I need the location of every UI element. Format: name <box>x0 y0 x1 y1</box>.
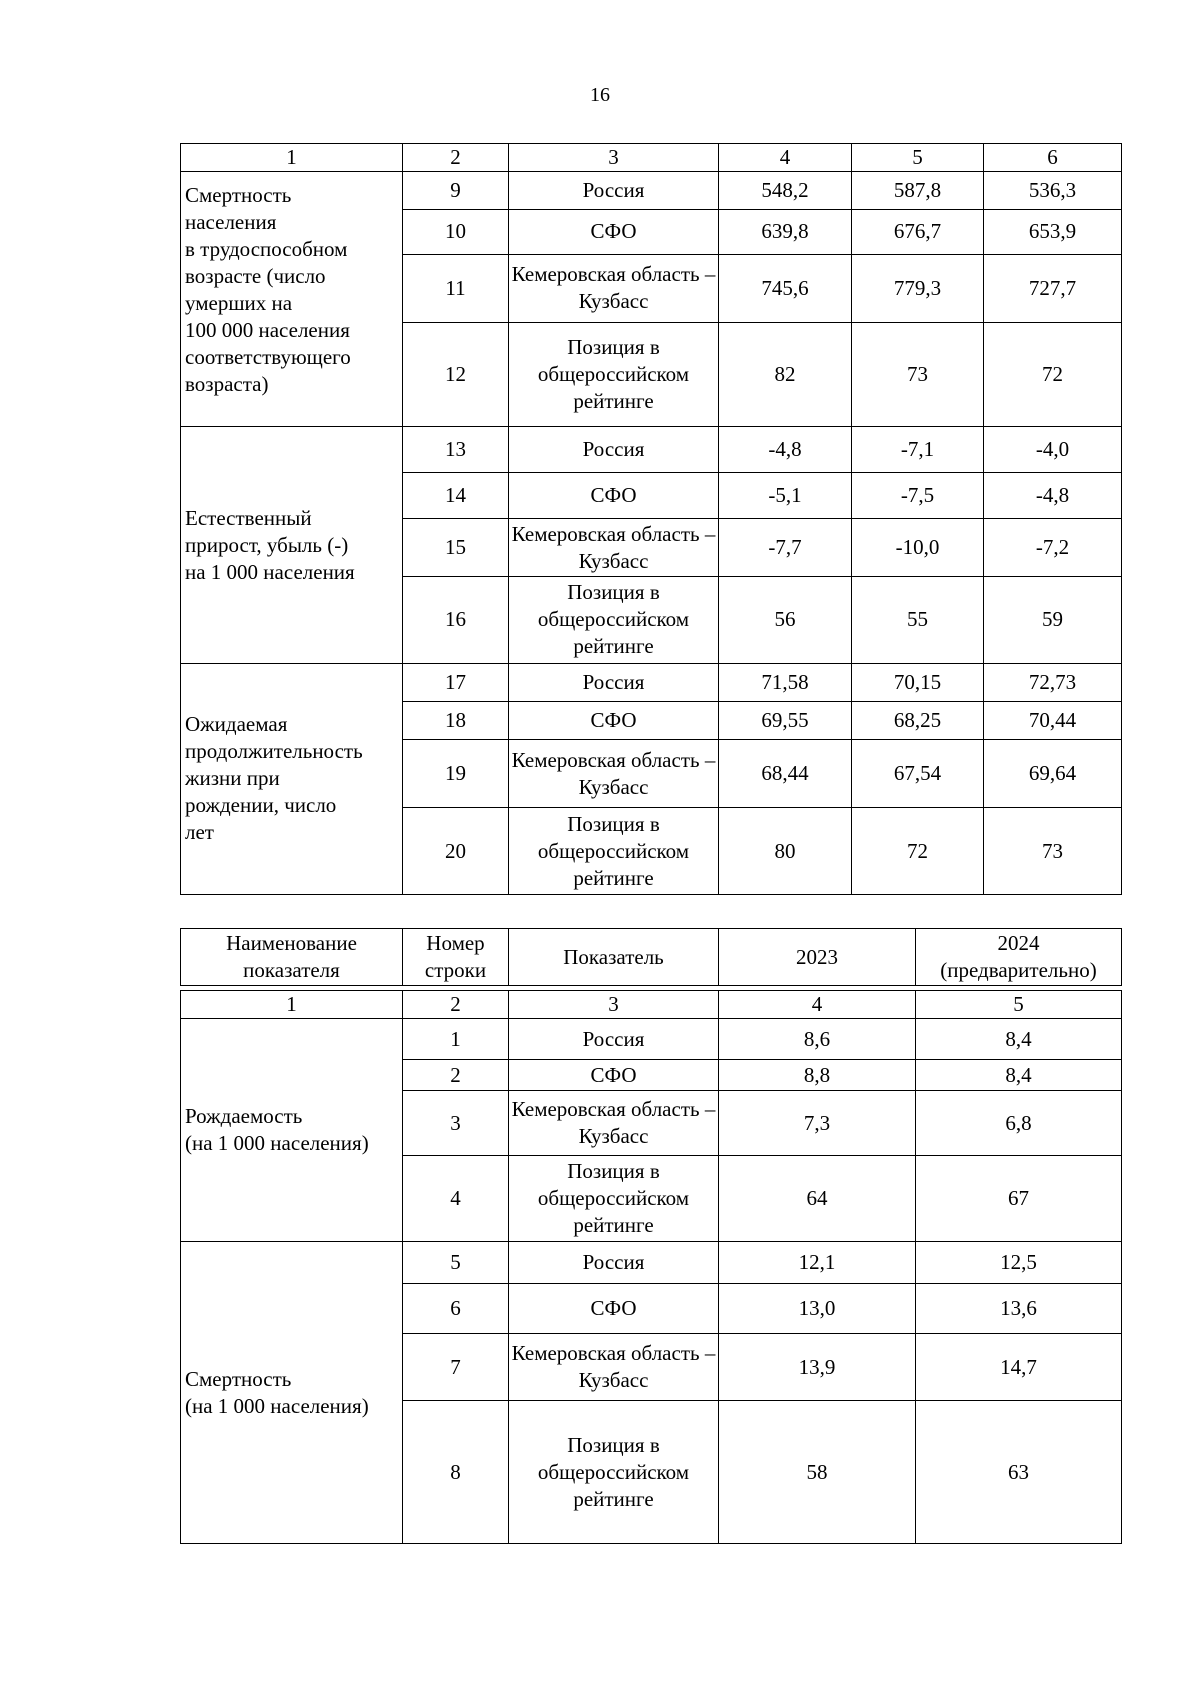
value-cell: 69,64 <box>984 740 1122 808</box>
indicator: СФО <box>509 1059 719 1090</box>
header-indicator-name: Наименование показателя <box>181 929 403 986</box>
group-name-line: возраста) <box>185 372 269 397</box>
row-number: 10 <box>403 210 509 254</box>
value-cell: 13,6 <box>916 1283 1122 1334</box>
column-number: 2 <box>403 991 509 1019</box>
table-header <box>180 928 1122 986</box>
indicator: Кемеровская область – Кузбасс <box>509 1091 719 1156</box>
group-name-line: Смертность <box>185 1366 292 1391</box>
indicator: Кемеровская область – Кузбасс <box>509 518 719 576</box>
group-name-line: соответствующего <box>185 345 351 370</box>
value-cell: 12,1 <box>719 1242 916 1284</box>
indicator-group-name <box>181 172 403 427</box>
row-number: 19 <box>403 740 509 808</box>
row-number: 17 <box>403 663 509 701</box>
indicator: СФО <box>509 472 719 518</box>
indicator: Россия <box>509 1242 719 1284</box>
indicator-group-name <box>181 1242 403 1544</box>
value-cell: -7,5 <box>852 472 984 518</box>
value-cell: 64 <box>719 1156 916 1242</box>
value-cell: 70,44 <box>984 701 1122 739</box>
indicator: Кемеровская область – Кузбасс <box>509 254 719 322</box>
value-cell: 63 <box>916 1401 1122 1544</box>
table-continuation <box>180 143 1122 895</box>
row-number: 20 <box>403 808 509 895</box>
indicator: Россия <box>509 427 719 472</box>
row-number: 2 <box>403 1059 509 1090</box>
indicator-group-name <box>181 1019 403 1242</box>
value-cell: 73 <box>852 322 984 427</box>
indicator: Кемеровская область – Кузбасс <box>509 1334 719 1401</box>
value-cell: 69,55 <box>719 701 852 739</box>
table-row <box>181 172 1122 210</box>
table-row <box>181 427 1122 472</box>
indicator-group-name <box>181 427 403 663</box>
group-name-line: жизни при <box>185 766 280 791</box>
value-cell: 80 <box>719 808 852 895</box>
row-number: 3 <box>403 1091 509 1156</box>
value-cell: 653,9 <box>984 210 1122 254</box>
row-number: 5 <box>403 1242 509 1284</box>
value-cell: 13,0 <box>719 1283 916 1334</box>
value-cell: 727,7 <box>984 254 1122 322</box>
header-year-2023: 2023 <box>719 929 916 986</box>
indicator: Кемеровская область – Кузбасс <box>509 740 719 808</box>
value-cell: 72 <box>984 322 1122 427</box>
row-number: 14 <box>403 472 509 518</box>
value-cell: 13,9 <box>719 1334 916 1401</box>
indicator: Россия <box>509 172 719 210</box>
value-cell: 56 <box>719 577 852 663</box>
indicator: Россия <box>509 1019 719 1060</box>
indicator: Россия <box>509 663 719 701</box>
group-name-line: Ожидаемая <box>185 712 288 737</box>
column-number: 1 <box>181 144 403 172</box>
row-number: 16 <box>403 577 509 663</box>
value-cell: -5,1 <box>719 472 852 518</box>
value-cell: 70,15 <box>852 663 984 701</box>
header-indicator: Показатель <box>509 929 719 986</box>
indicator: СФО <box>509 701 719 739</box>
value-cell: 639,8 <box>719 210 852 254</box>
group-name-line: в трудоспособном <box>185 237 348 262</box>
value-cell: 73 <box>984 808 1122 895</box>
value-cell: 68,25 <box>852 701 984 739</box>
indicator: СФО <box>509 210 719 254</box>
value-cell: 536,3 <box>984 172 1122 210</box>
indicator: Позиция в общероссийском рейтинге <box>509 1401 719 1544</box>
indicator: СФО <box>509 1283 719 1334</box>
value-cell: 55 <box>852 577 984 663</box>
value-cell: -4,0 <box>984 427 1122 472</box>
row-number: 18 <box>403 701 509 739</box>
column-number: 5 <box>852 144 984 172</box>
group-name-line: рождении, число <box>185 793 337 818</box>
value-cell: 8,8 <box>719 1059 916 1090</box>
column-number: 4 <box>719 144 852 172</box>
header-year-2024: 2024 (предварительно) <box>916 929 1122 986</box>
table-row <box>181 663 1122 701</box>
row-number: 15 <box>403 518 509 576</box>
value-cell: -4,8 <box>984 472 1122 518</box>
value-cell: 587,8 <box>852 172 984 210</box>
value-cell: 59 <box>984 577 1122 663</box>
value-cell: 68,44 <box>719 740 852 808</box>
row-number: 12 <box>403 322 509 427</box>
row-number: 6 <box>403 1283 509 1334</box>
value-cell: 58 <box>719 1401 916 1544</box>
group-name-line: на 1 000 населения <box>185 559 355 584</box>
column-number: 3 <box>509 144 719 172</box>
row-number: 13 <box>403 427 509 472</box>
group-name-line: (на 1 000 населения) <box>185 1131 369 1156</box>
row-number: 1 <box>403 1019 509 1060</box>
group-name-line: населения <box>185 210 277 235</box>
value-cell: 548,2 <box>719 172 852 210</box>
value-cell: 8,6 <box>719 1019 916 1060</box>
column-number: 3 <box>509 991 719 1019</box>
group-name-line: 100 000 населения <box>185 318 350 343</box>
value-cell: 67,54 <box>852 740 984 808</box>
group-name-line: Рождаемость <box>185 1104 303 1129</box>
value-cell: 7,3 <box>719 1091 916 1156</box>
value-cell: -4,8 <box>719 427 852 472</box>
page-number: 16 <box>590 84 610 106</box>
group-name-line: лет <box>185 820 214 845</box>
value-cell: 67 <box>916 1156 1122 1242</box>
value-cell: 72 <box>852 808 984 895</box>
column-number: 2 <box>403 144 509 172</box>
indicator: Позиция в общероссийском рейтинге <box>509 577 719 663</box>
group-name-line: возрасте (число <box>185 264 326 289</box>
value-cell: 14,7 <box>916 1334 1122 1401</box>
value-cell: 745,6 <box>719 254 852 322</box>
row-number: 7 <box>403 1334 509 1401</box>
row-number: 4 <box>403 1156 509 1242</box>
group-name-line: Естественный <box>185 505 312 530</box>
group-name-line: прирост, убыль (-) <box>185 532 349 557</box>
value-cell: -7,7 <box>719 518 852 576</box>
row-number: 11 <box>403 254 509 322</box>
value-cell: 779,3 <box>852 254 984 322</box>
value-cell: 12,5 <box>916 1242 1122 1284</box>
indicator: Позиция в общероссийском рейтинге <box>509 808 719 895</box>
value-cell: 82 <box>719 322 852 427</box>
value-cell: 8,4 <box>916 1059 1122 1090</box>
value-cell: 72,73 <box>984 663 1122 701</box>
table-demographics <box>180 990 1122 1544</box>
table-row <box>181 1242 1122 1284</box>
value-cell: -7,1 <box>852 427 984 472</box>
value-cell: -10,0 <box>852 518 984 576</box>
column-number-row <box>181 144 1122 172</box>
value-cell: 676,7 <box>852 210 984 254</box>
value-cell: -7,2 <box>984 518 1122 576</box>
column-number: 5 <box>916 991 1122 1019</box>
column-number: 4 <box>719 991 916 1019</box>
indicator: Позиция в общероссийском рейтинге <box>509 1156 719 1242</box>
column-number-row <box>181 991 1122 1019</box>
group-name-line: Смертность <box>185 183 292 208</box>
row-number: 9 <box>403 172 509 210</box>
indicator: Позиция в общероссийском рейтинге <box>509 322 719 427</box>
value-cell: 6,8 <box>916 1091 1122 1156</box>
value-cell: 8,4 <box>916 1019 1122 1060</box>
group-name-line: продолжительность <box>185 739 363 764</box>
group-name-line: умерших на <box>185 291 293 316</box>
column-number: 6 <box>984 144 1122 172</box>
table-row <box>181 1019 1122 1060</box>
header-row-number: Номер строки <box>403 929 509 986</box>
column-number: 1 <box>181 991 403 1019</box>
indicator-group-name <box>181 663 403 894</box>
value-cell: 71,58 <box>719 663 852 701</box>
group-name-line: (на 1 000 населения) <box>185 1393 369 1418</box>
row-number: 8 <box>403 1401 509 1544</box>
header-row <box>181 929 1122 986</box>
